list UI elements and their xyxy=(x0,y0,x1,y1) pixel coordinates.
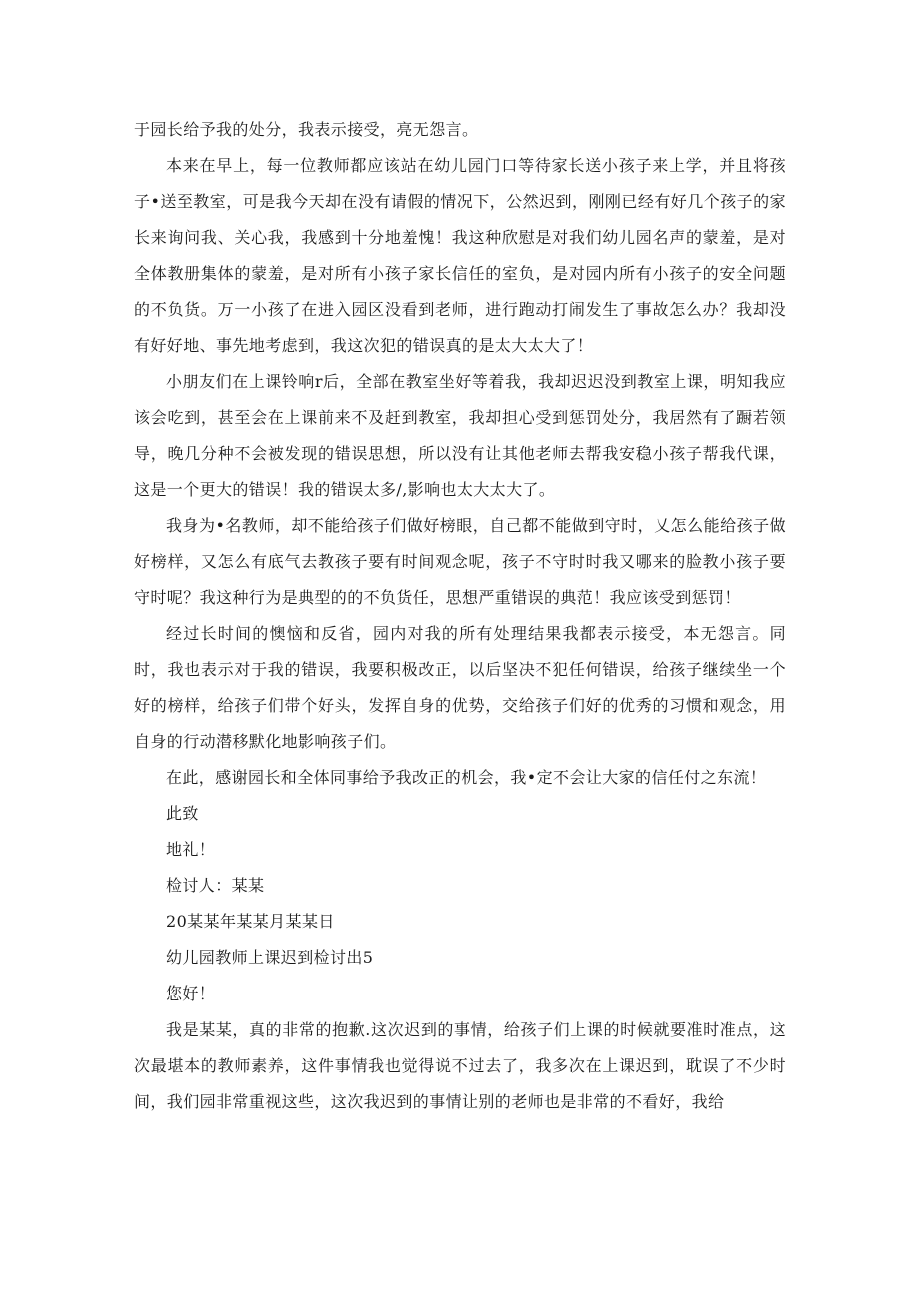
closing-respect: 地礼！ xyxy=(166,840,216,859)
paragraph-2: 本来在早上，每一位教师都应该站在幼儿园门口等待家长送小孩子来上学，并且将孩子•送至教室，可是我今天却在没有请假的情况下，公然迟到，刚刚已经有好几个孩子的家长来询问我、关心我，我感到十分地羞愧！我这种欣慰是对我们幼儿园名声的蒙羞，是对全体教册集体的蒙羞，是对所有小孩子家长信任的室负，是对园内所有小孩子的安全问题的不负货。万一小孩了在进入园区没看到老师，进行跑动打闹发生了事故怎么办？我却没有好好地、事先地考虑到，我这次犯的错误真的是太大太大了！ xyxy=(134,156,786,355)
document-body xyxy=(134,112,786,1120)
section-title: 幼儿园教师上课迟到检讨出5 xyxy=(166,948,374,967)
paragraph-final: 我是某某，真的非常的抱歉.这次迟到的事情，给孩子们上课的时候就要准时准点，这次最堪本的教师素养，这件事情我也觉得说不过去了，我多次在上课迟到，耽误了不少时间，我们园非常重视这些，这次我迟到的事情让别的老师也是非常的不看好，我给 xyxy=(134,1020,786,1111)
paragraph-4: 我身为•名教师，却不能给孩子们做好榜眼，自己都不能做到守时，乂怎么能给孩子做好榜样，又怎么有底气去教孩子要有时间观念呢，孩子不守时时我又哪来的脸教小孩子要守时呢？我这种行为是典型的的不负货任，思想严重错误的典范！我应该受到惩罚！ xyxy=(134,516,786,607)
paragraph-1: 于园长给予我的处分，我表示接受，亮无怨言。 xyxy=(134,120,479,139)
paragraph-5: 经过长时间的懊恼和反省，园内对我的所有处理结果我都表示接受，本无怨言。同时，我也表示对于我的错误，我要积极改正，以后坚决不犯任何错误，给孩子继续坐一个好的榜样，给孩子们带个好头，发挥自身的优势，交给孩子们好的优秀的习惯和观念，用自身的行动潜移默化地影响孩子们。 xyxy=(134,624,786,751)
signature-line: 检讨人：某某 xyxy=(166,876,265,895)
paragraph-3: 小朋友们在上课铃响r后，全部在教室坐好等着我，我却迟迟没到教室上课，明知我应该会吃到，甚至会在上课前来不及赶到教室，我却担心受到惩罚处分，我居然有了蹰若领导，晚几分种不会被发现的错误思想，所以没有让其他老师去帮我安稳小孩子帮我代课，这是一个更大的错误！我的错误太多/,影响也太大太大了。 xyxy=(134,372,786,499)
closing-salutation: 此致 xyxy=(166,804,199,823)
date-line: 20某某年某某月某某日 xyxy=(166,912,335,931)
greeting-line: 您好！ xyxy=(166,984,216,1003)
paragraph-6: 在此，感谢园长和全体同事给予我改正的机会，我•定不会让大家的信任付之东流！ xyxy=(166,768,767,787)
